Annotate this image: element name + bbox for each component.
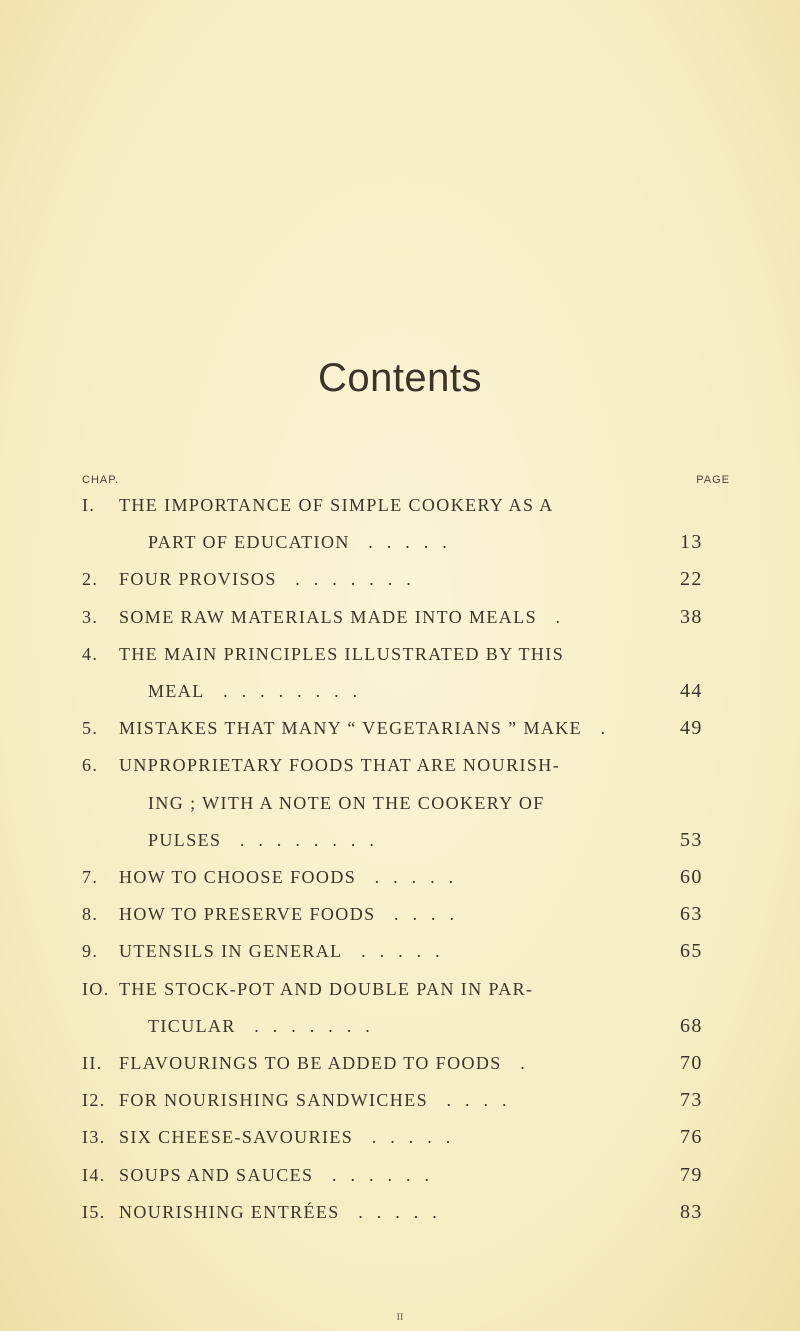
leader-dots: . bbox=[501, 1053, 539, 1073]
chapter-title: THE IMPORTANCE OF SIMPLE COOKERY AS A bbox=[119, 495, 554, 515]
toc-line bbox=[82, 602, 730, 632]
toc-line bbox=[82, 862, 730, 892]
toc-line bbox=[82, 1011, 730, 1041]
chapter-title: THE STOCK-POT AND DOUBLE PAN IN PAR- bbox=[119, 978, 534, 999]
folio-page-number: II bbox=[396, 1312, 404, 1323]
toc-line bbox=[82, 825, 730, 855]
chapter-number: 2. bbox=[82, 569, 99, 590]
leader-dots: .... bbox=[375, 904, 469, 925]
leader-dots: .... bbox=[428, 1090, 521, 1111]
chapter-number: 5. bbox=[82, 718, 99, 739]
chapter-title: MEAL ........ bbox=[148, 681, 372, 701]
page-number: 83 bbox=[680, 1200, 703, 1223]
leader-dots: . bbox=[582, 718, 620, 739]
toc-line bbox=[82, 639, 730, 669]
chapter-title: SOUPS AND SAUCES ...... bbox=[119, 1164, 443, 1185]
chapter-number: 7. bbox=[82, 867, 99, 887]
chapter-number: I. bbox=[82, 495, 96, 515]
chapter-title: PART OF EDUCATION ..... bbox=[148, 532, 461, 553]
leader-dots: ....... bbox=[235, 1015, 384, 1036]
toc-line bbox=[82, 676, 730, 706]
page-number: 53 bbox=[680, 828, 703, 851]
chapter-title: NOURISHING ENTRÉES ..... bbox=[119, 1201, 451, 1222]
chapter-number: IO. bbox=[82, 978, 110, 999]
toc-line bbox=[82, 1197, 730, 1227]
page-title: Contents bbox=[317, 356, 483, 400]
toc-line bbox=[82, 1160, 730, 1190]
leader-dots: ........ bbox=[221, 829, 388, 850]
toc-line bbox=[82, 936, 730, 966]
chapter-title: SOME RAW MATERIALS MADE INTO MEALS . bbox=[119, 606, 575, 627]
page-number: 68 bbox=[680, 1014, 703, 1037]
page-number: 44 bbox=[680, 680, 703, 702]
toc-line bbox=[82, 713, 730, 743]
page-number: 79 bbox=[680, 1163, 703, 1186]
leader-dots: ....... bbox=[276, 569, 425, 590]
leader-dots: ..... bbox=[353, 1127, 465, 1148]
leader-dots: ........ bbox=[204, 681, 372, 701]
chapter-title: FLAVOURINGS TO BE ADDED TO FOODS . bbox=[119, 1053, 539, 1073]
chapter-title: ING ; WITH A NOTE ON THE COOKERY OF bbox=[148, 792, 545, 813]
page-number: 73 bbox=[680, 1089, 703, 1112]
chapter-title: PULSES ........ bbox=[148, 829, 388, 850]
chapter-number: 9. bbox=[82, 941, 99, 962]
toc-line bbox=[82, 788, 730, 818]
chapter-title: FOR NOURISHING SANDWICHES .... bbox=[119, 1090, 521, 1111]
chapter-title: HOW TO CHOOSE FOODS ..... bbox=[119, 867, 468, 887]
page-column-heading: PAGE bbox=[696, 474, 730, 486]
chapter-title: SIX CHEESE-SAVOURIES ..... bbox=[119, 1127, 465, 1148]
chapter-title: MISTAKES THAT MANY “ VEGETARIANS ” MAKE . bbox=[119, 718, 620, 739]
page-number: 38 bbox=[680, 605, 703, 628]
chapter-number: I3. bbox=[82, 1127, 106, 1148]
toc-line bbox=[82, 1085, 730, 1115]
leader-dots: ...... bbox=[313, 1164, 443, 1185]
toc-line bbox=[82, 1048, 730, 1078]
chapter-title: UNPROPRIETARY FOODS THAT ARE NOURISH- bbox=[119, 755, 561, 776]
chapter-number: 4. bbox=[82, 643, 99, 664]
chapter-number: 3. bbox=[82, 606, 99, 627]
page-number: 13 bbox=[680, 531, 703, 554]
page-number: 76 bbox=[680, 1126, 703, 1149]
page-number: 63 bbox=[680, 903, 703, 926]
chapter-number: 6. bbox=[82, 755, 99, 776]
page-number: 22 bbox=[680, 568, 703, 591]
leader-dots: ..... bbox=[349, 532, 461, 553]
chapter-number: I2. bbox=[82, 1090, 106, 1111]
chapter-number: I4. bbox=[82, 1164, 106, 1185]
chapter-title: FOUR PROVISOS ....... bbox=[119, 569, 425, 590]
toc-line bbox=[82, 974, 730, 1004]
toc-line bbox=[82, 1122, 730, 1152]
toc-line bbox=[82, 750, 730, 780]
toc-line bbox=[82, 490, 730, 520]
chapter-number: II. bbox=[82, 1053, 103, 1073]
toc-line bbox=[82, 564, 730, 594]
chapter-number: 8. bbox=[82, 904, 99, 925]
toc-line bbox=[82, 899, 730, 929]
chapter-column-heading: CHAP. bbox=[82, 474, 120, 486]
page-number: 65 bbox=[680, 940, 703, 963]
chapter-number: I5. bbox=[82, 1201, 106, 1222]
page-number: 70 bbox=[680, 1052, 703, 1074]
leader-dots: ..... bbox=[356, 867, 468, 887]
chapter-title: THE MAIN PRINCIPLES ILLUSTRATED BY THIS bbox=[119, 643, 565, 664]
chapter-title: TICULAR ....... bbox=[148, 1015, 384, 1036]
leader-dots: ..... bbox=[342, 941, 454, 962]
leader-dots: ..... bbox=[339, 1201, 451, 1222]
page-number: 60 bbox=[680, 866, 703, 888]
chapter-title: UTENSILS IN GENERAL ..... bbox=[119, 941, 454, 962]
chapter-title: HOW TO PRESERVE FOODS .... bbox=[119, 904, 469, 925]
leader-dots: . bbox=[537, 606, 575, 627]
page-number: 49 bbox=[680, 717, 703, 740]
toc-line bbox=[82, 527, 730, 557]
